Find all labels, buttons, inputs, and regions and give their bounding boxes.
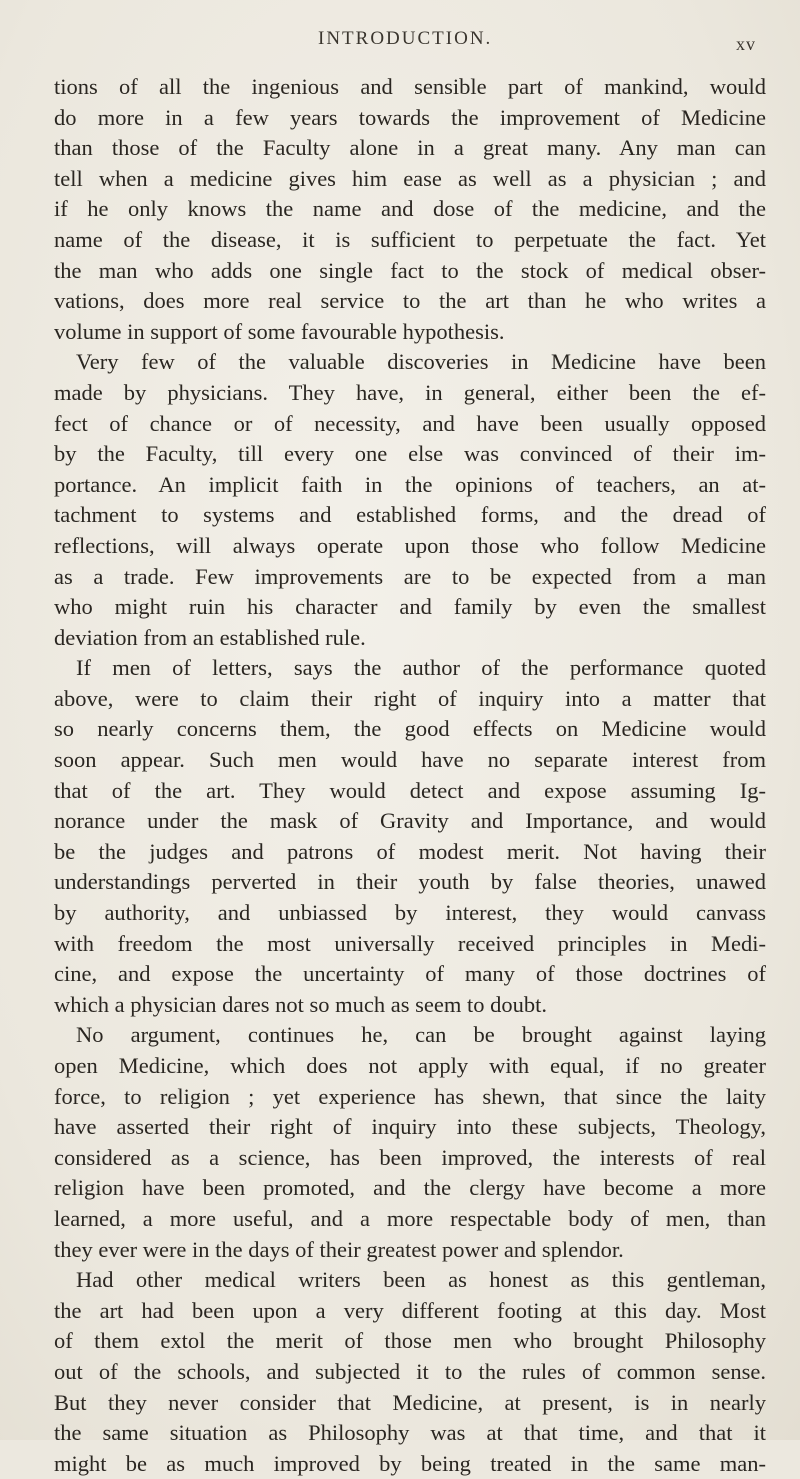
text-line: norance under the mask of Gravity and Importance, and would xyxy=(54,808,766,834)
text-line: religion have been promoted, and the clergy have become a more xyxy=(54,1175,766,1201)
text-line: that of the art. They would detect and expose assuming Ig- xyxy=(54,777,766,803)
text-line: considered as a science, has been improved, the interests of real xyxy=(54,1144,766,1170)
text-line: portance. An implicit faith in the opinions of teachers, an at- xyxy=(54,471,766,497)
text-line: If men of letters, says the author of the performance quoted xyxy=(76,655,766,681)
text-line: have asserted their right of inquiry into these subjects, Theology, xyxy=(54,1114,766,1140)
text-line: force, to religion ; yet experience has shewn, that since the laity xyxy=(54,1083,766,1109)
running-head-title: INTRODUCTION. xyxy=(318,28,493,49)
text-line: of them extol the merit of those men who brought Philosophy xyxy=(54,1328,766,1354)
text-line: be the judges and patrons of modest merit. Not having their xyxy=(54,838,766,864)
text-line: so nearly concerns them, the good effects on Medicine would xyxy=(54,716,766,742)
text-line: the same situation as Philosophy was at that time, and that it xyxy=(54,1420,766,1446)
text-line: tachment to systems and established forms, and the dread of xyxy=(54,502,766,528)
text-line: tions of all the ingenious and sensible part of mankind, would xyxy=(54,74,766,99)
text-line: soon appear. Such men would have no separate interest from xyxy=(54,747,766,773)
text-line: understandings perverted in their youth by false theories, unawed xyxy=(54,869,766,895)
text-line: might be as much improved by being treated in the same man- xyxy=(54,1450,766,1476)
text-line: cine, and expose the uncertainty of many of those doctrines of xyxy=(54,961,766,987)
text-line: volume in support of some favourable hypothesis. xyxy=(54,318,505,344)
page-number: xv xyxy=(736,34,756,54)
text-line: open Medicine, which does not apply with equal, if no greater xyxy=(54,1053,766,1078)
text-line: name of the disease, it is sufficient to perpetuate the fact. Yet xyxy=(54,226,766,252)
text-line: tell when a medicine gives him ease as well as a physician ; and xyxy=(54,165,766,191)
body-text xyxy=(54,72,766,1479)
text-line: But they never consider that Medicine, at present, is in nearly xyxy=(54,1389,766,1415)
text-line: Very few of the valuable discoveries in Medicine have been xyxy=(76,349,766,375)
text-line: fect of chance or of necessity, and have been usually opposed xyxy=(54,410,766,436)
text-line: No argument, continues he, can be brought against laying xyxy=(76,1022,766,1048)
text-line: made by physicians. They have, in general, either been the ef- xyxy=(54,379,766,405)
text-line: than those of the Faculty alone in a great many. Any man can xyxy=(54,135,766,161)
text-line: Had other medical writers been as honest as this gentleman, xyxy=(76,1267,766,1293)
text-line: as a trade. Few improvements are to be expected from a man xyxy=(54,563,766,589)
text-line: do more in a few years towards the improvement of Medicine xyxy=(54,104,766,130)
text-line: deviation from an established rule. xyxy=(54,624,366,650)
text-line: they ever were in the days of their greatest power and splendor. xyxy=(54,1236,624,1262)
text-line: by authority, and unbiassed by interest, they would canvass xyxy=(54,900,766,926)
text-line: reflections, will always operate upon those who follow Medicine xyxy=(54,532,766,558)
text-line: the man who adds one single fact to the stock of medical obser- xyxy=(54,257,766,283)
text-line: the art had been upon a very different footing at this day. Most xyxy=(54,1297,766,1323)
text-line: with freedom the most universally received principles in Medi- xyxy=(54,930,766,956)
text-line: out of the schools, and subjected it to the rules of common sense. xyxy=(54,1358,766,1384)
text-line: learned, a more useful, and a more respectable body of men, than xyxy=(54,1205,766,1231)
text-line: by the Faculty, till every one else was convinced of their im- xyxy=(54,441,766,467)
text-line: above, were to claim their right of inquiry into a matter that xyxy=(54,685,766,711)
text-line: if he only knows the name and dose of the medicine, and the xyxy=(54,196,766,222)
text-line: who might ruin his character and family by even the smallest xyxy=(54,594,766,620)
text-line: vations, does more real service to the art than he who writes a xyxy=(54,288,766,314)
text-line: which a physician dares not so much as seem to doubt. xyxy=(54,991,548,1017)
running-head xyxy=(0,28,800,58)
